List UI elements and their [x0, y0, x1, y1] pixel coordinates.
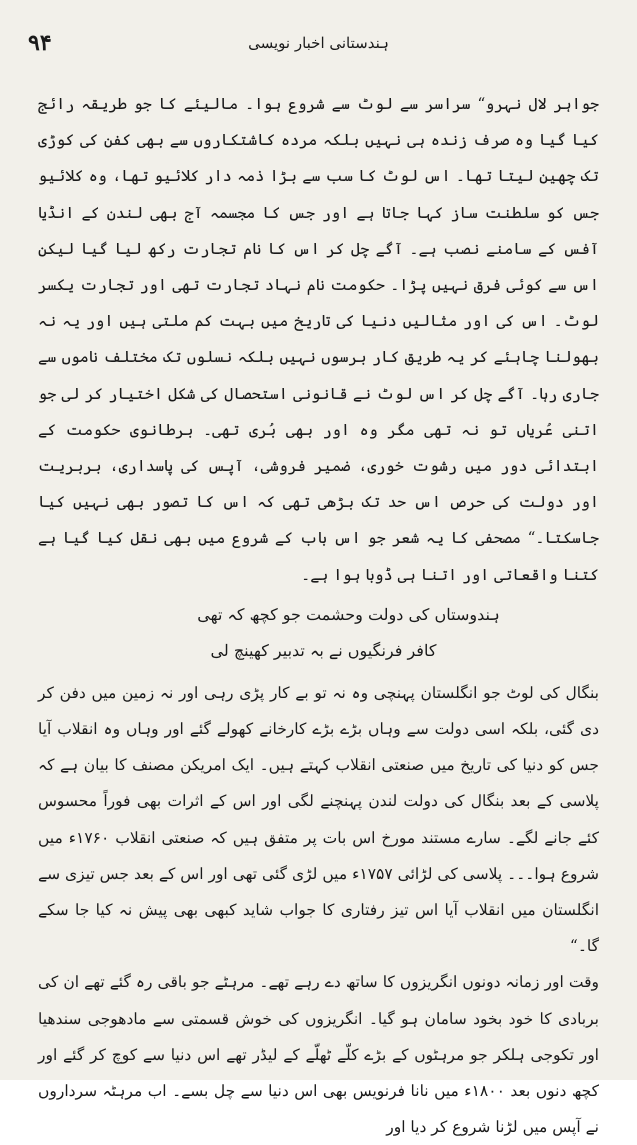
paragraph: وقت اور زمانہ دونوں انگریزوں کا ساتھ دے رہے تھے۔ مرہٹے جو باقی رہ گئے تھے ان کی بربادی کا خود بخود سامان ہو گیا۔ انگریزوں کی خوش قسمتی سے مادھوجی سندھیا اور تکوجی ہلکر جو مرہٹوں کے بڑے کلّے ٹھلّے کے لیڈر تھے اس دنیا سے کوچ کر گئے اور کچھ دنوں بعد ۱۸۰۰ء میں نانا فرنویس بھی اس دنیا سے چل بسے۔ اب مرہٹہ سرداروں نے آپس میں لڑنا شروع کر دیا اور — [38, 973, 600, 1137]
verse-line: ہندوستاں کی دولت وحشمت جو کچھ کہ تھی — [197, 604, 500, 624]
body-text — [38, 86, 599, 1145]
paragraph: بنگال کی لوٹ جو انگلستان پہنچی وہ نہ تو بے کار پڑی رہی اور نہ زمین میں دفن کر دی گئی، بلکہ اسی دولت سے وہاں بڑے بڑے کارخانے کھولے گئے اور وہاں وہ انقلاب آیا جس کو دنیا کی تاریخ میں صنعتی انقلاب کہتے ہیں۔ ایک امریکن مصنف کا بیان ہے کہ پلاسی کے بعد بنگال کی دولت لندن پہنچنے لگی اور اس کے اثرات بھی فوراً محسوس کئے جانے لگے۔ سارے مستند مورخ اس بات پر متفق ہیں کہ صنعتی انقلاب ۱۷۶۰ء میں شروع ہوا۔۔۔ پلاسی کی لڑائی ۱۷۵۷ء میں لڑی گئی تھی اور اس کے بعد جس تیزی سے انگلستان میں انقلاب آیا اس تیز رفتاری کا جواب شاید کبھی بھی پیش نہ کیا جا سکے گا۔“ — [38, 683, 599, 956]
paragraph: جواہر لال نہرو“ سراسر سے لوٹ سے شروع ہوا۔ مالیئے کا جو طریقہ رائج کیا گیا وہ صرف زندہ ہی نہیں بلکہ مردہ کاشتکاروں سے بھی کفن کی کوڑی تک چھین لیتا تھا۔ اس لوٹ کا سب سے بڑا ذمہ دار کلائیو تھا، وہ کلائیو جس کو سلطنت ساز کہا جاتا ہے اور جس کا مجسمہ آج بھی لندن کے انڈیا آفس کے سامنے نصب ہے۔ آگے چل کر اس کا نام تجارت رکھ لیا گیا لیکن اس سے کوئی فرق نہیں پڑا۔ حکومت نام نہاد تجارت تھی اور تجارت یکسر لوٹ۔ اس کی اور مثالیں دنیا کی تاریخ میں بہت کم ملتی ہیں اور یہ نہ بھولنا چاہئے کر یہ طریق کار برسوں نہیں بلکہ نسلوں تک مختلف ناموں سے جاری رہا۔ آگے چل کر اس لوٹ نے قانونی استحصال کی شکل اختیار کر لی جو اتنی عُریاں تو نہ تھی مگر وہ اور بھی بُری تھی۔ برطانوی حکومت کے ابتدائی دور میں رشوت خوری، ضمیر فروشی، آپس کی پاسداری، بربریت اور دولت کی حرص اس حد تک بڑھی تھی کہ اس کا تصور بھی نہیں کیا جاسکتا۔“ مصحفی کا یہ شعر جو اس باب کے شروع میں بھی نقل کیا گیا ہے کتنا واقعاتی اور اتنا ہی ڈوبا ہوا ہے۔ — [38, 95, 599, 584]
verse-couplet — [38, 597, 599, 669]
running-title: ہندستانی اخبار نویسی — [248, 34, 389, 52]
verse-line: کافر فرنگیوں نے بہ تدبیر کھینچ لی — [210, 640, 437, 660]
page-number: ۹۴ — [28, 30, 52, 56]
